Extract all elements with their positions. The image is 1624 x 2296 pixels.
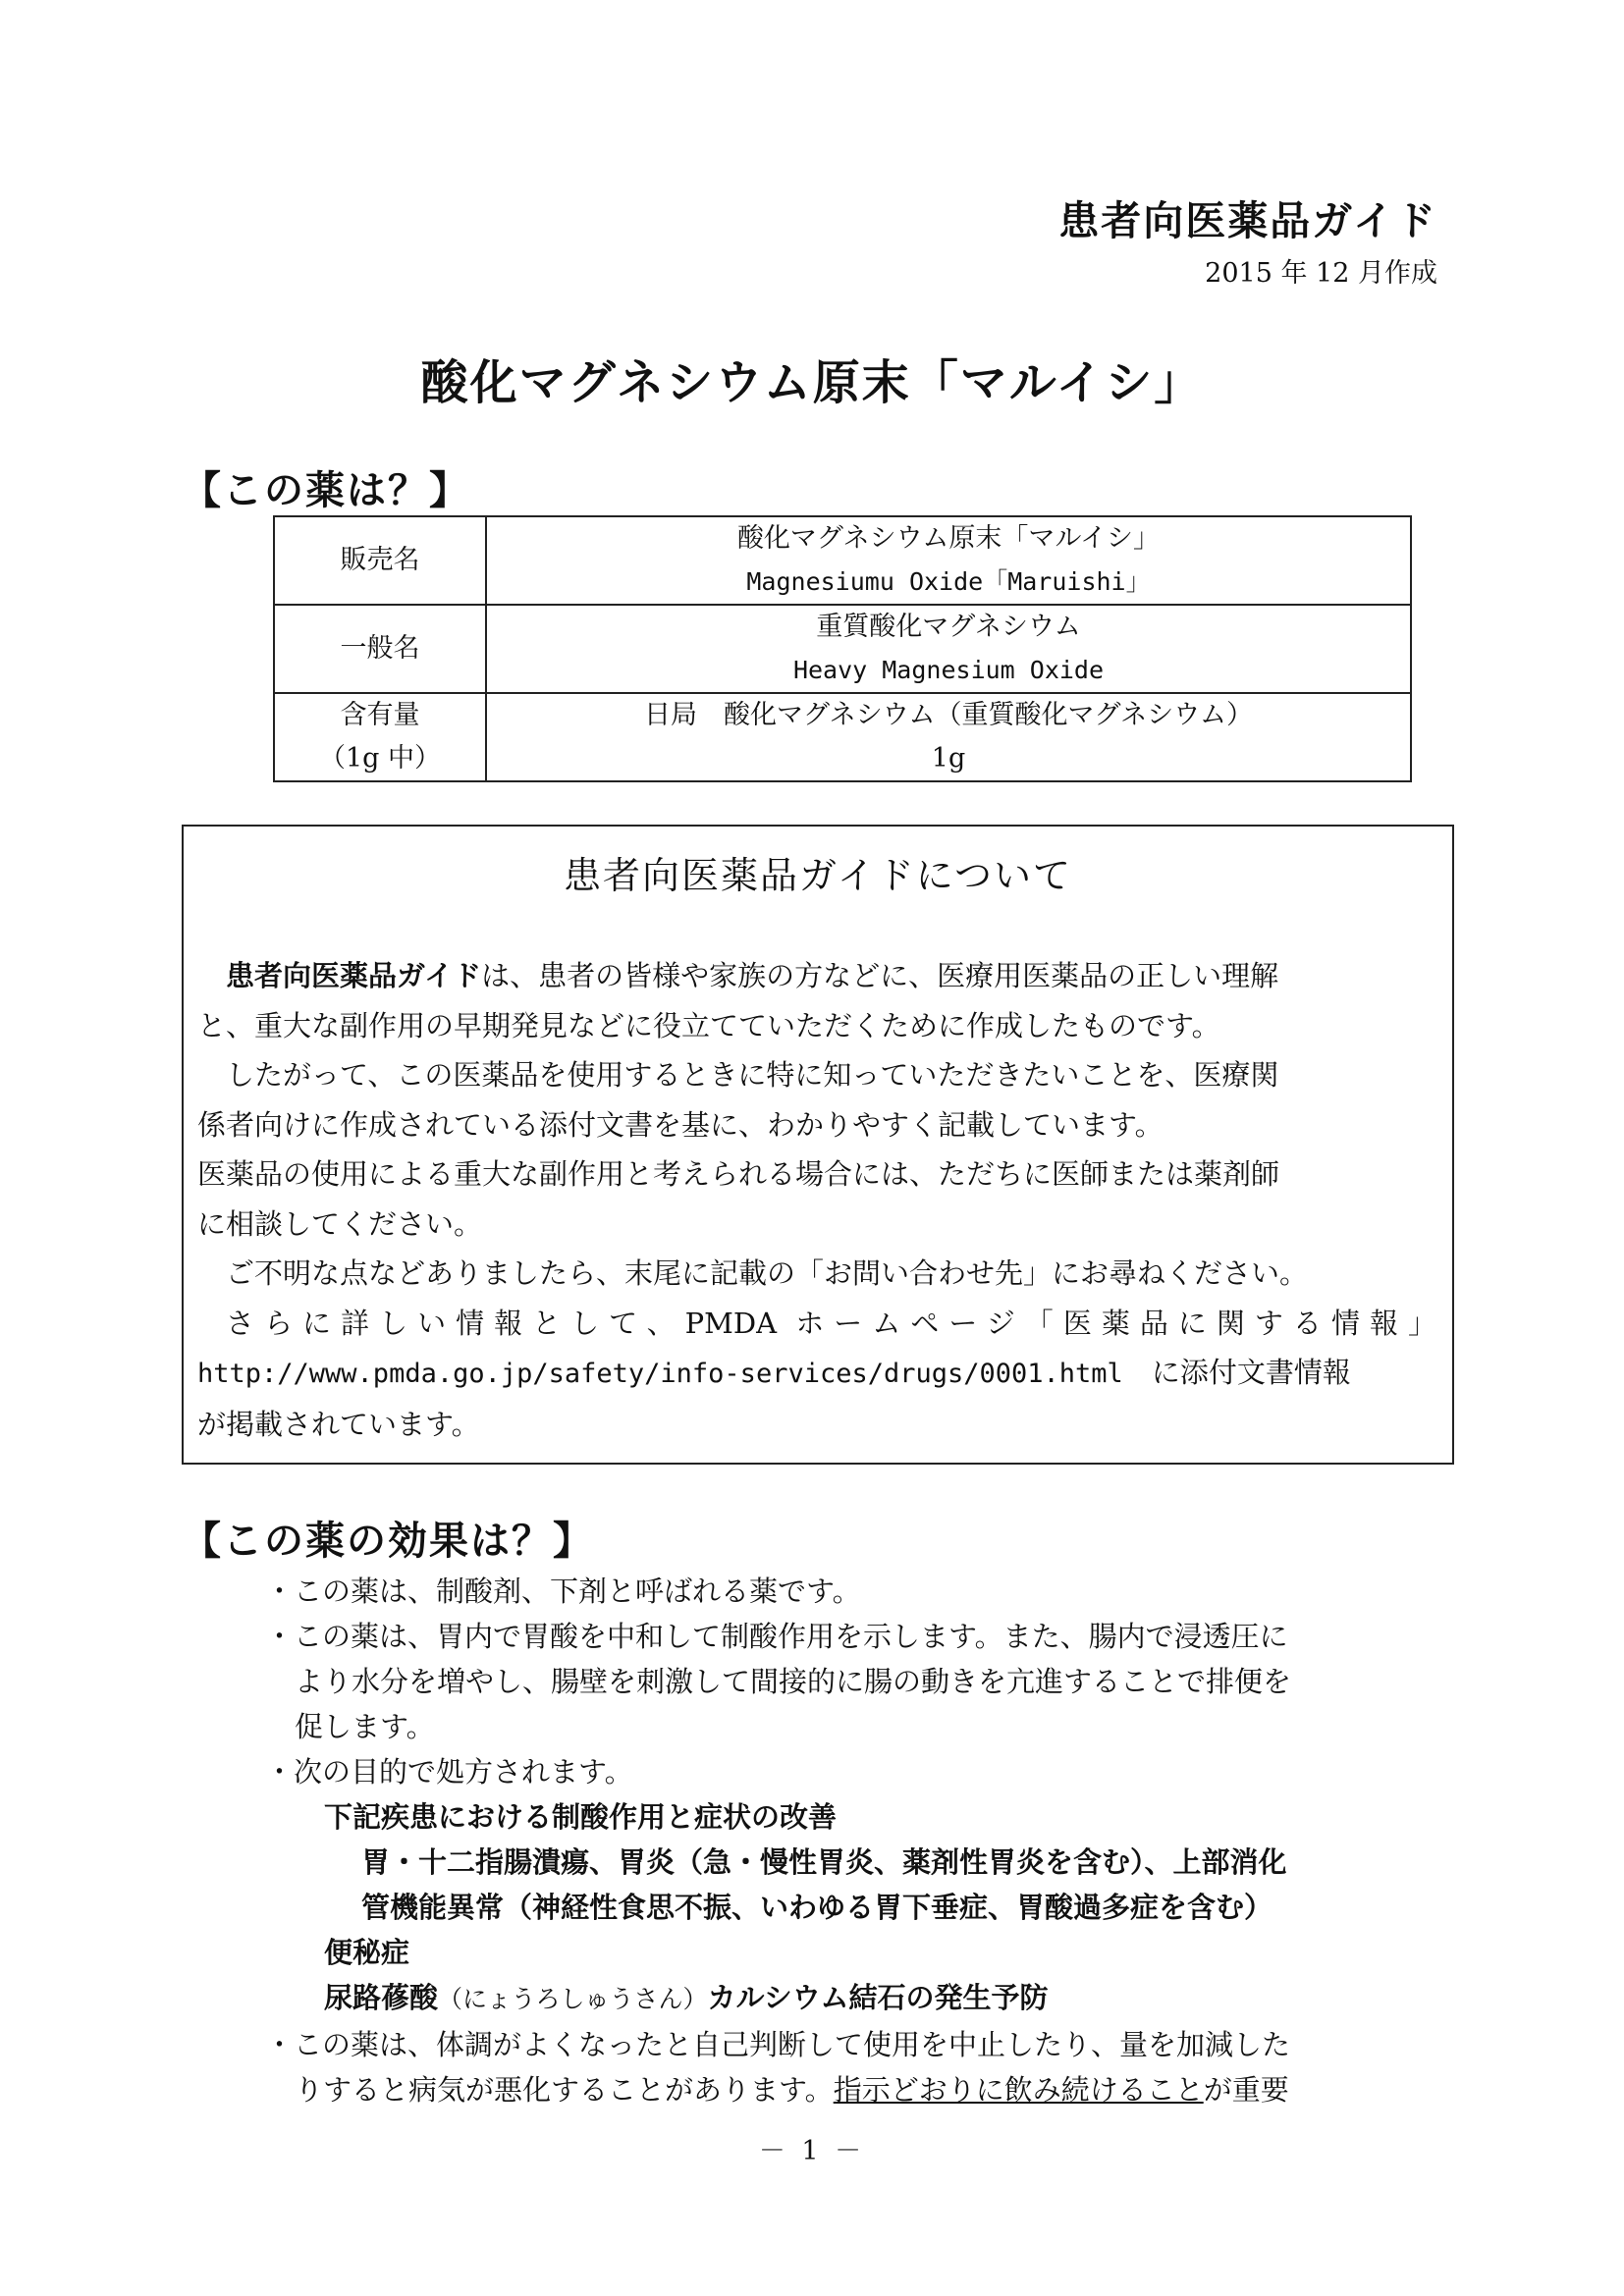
about-paragraph-line [197,1348,1436,1400]
label-text: 一般名 [340,633,420,664]
value-line: 重質酸化マグネシウム [816,612,1081,642]
table-row [274,516,1411,605]
table-row [274,605,1411,693]
list-item [265,2022,1439,2112]
row-value [486,693,1411,781]
value-line: 酸化マグネシウム原末「マルイシ」 [736,523,1161,554]
about-paragraph-line: が掲載されています。 [197,1407,480,1441]
emphasis-text: 指示どおりに飲み続けること [833,2073,1204,2107]
text-span: カルシウム結石の発生予防 [707,1981,1049,2014]
about-guide-box [182,825,1454,1465]
about-paragraph: さらに詳しい情報として、PMDA ホームページ「医薬品に関する情報」 [226,1306,1436,1340]
about-paragraph: 医薬品の使用による重大な副作用と考えられる場合には、ただちに医師または薬剤師 [197,1157,1280,1191]
indication-detail [265,1840,1439,1930]
row-label [274,516,486,605]
row-label [274,605,486,693]
effects-list [265,1569,1439,2112]
value-line: Heavy Magnesium Oxide [792,656,1105,684]
value-line: Magnesiumu Oxide「Maruishi」 [746,567,1151,596]
drug-info-table [273,515,1412,782]
document-header [1058,191,1437,295]
about-box-body [197,951,1436,1449]
about-paragraph [197,951,1436,1001]
text-span: 尿路蓚酸 [324,1981,439,2014]
page-number: － 1 － [758,2136,866,2166]
label-text: 販売名 [340,545,420,575]
about-paragraph-line: 係者向けに作成されている添付文書を基に、わかりやすく記載しています。 [197,1107,1164,1142]
text-line: 促します。 [295,1710,435,1743]
about-paragraph: ご不明な点などありましたら、末尾に記載の「お問い合わせ先」にお尋ねください。 [226,1256,1309,1290]
list-item: ・次の目的で処方されます。 [265,1755,633,1789]
about-paragraph-line: に相談してください。 [197,1206,483,1241]
guide-label: 患者向医薬品ガイド [1058,197,1437,244]
section-heading-what: 【この薬は？】 [182,468,470,513]
about-paragraph: したがって、この医薬品を使用するときに特に知っていただきたいことを、医療関 [226,1058,1279,1092]
product-title: 酸化マグネシウム原末「マルイシ」 [420,355,1204,410]
bold-term: 患者向医薬品ガイド [226,959,482,992]
about-paragraph-line: と、重大な副作用の早期発見などに役立てていただくために作成したものです。 [197,1008,1220,1042]
indication-heading: 下記疾患における制酸作用と症状の改善 [324,1800,838,1834]
text-line: 管機能異常（神経性食思不振、いわゆる胃下垂症、胃酸過多症を含む） [361,1891,1273,1924]
created-date: 2015 年 12 月作成 [1205,258,1437,289]
text-line: ・この薬は、体調がよくなったと自己判断して使用を中止したり、量を加減した [265,2028,1291,2061]
text-span: が重要 [1203,2073,1289,2107]
text-line: より水分を増やし、腸壁を刺激して間接的に腸の動きを亢進することで排便を [295,1665,1292,1698]
indication-heading: 便秘症 [324,1936,410,1969]
value-line: 1g [931,743,966,774]
row-value [486,516,1411,605]
list-item: ・この薬は、制酸剤、下剤と呼ばれる薬です。 [265,1575,861,1608]
row-value [486,605,1411,693]
indication-heading [265,1975,1439,2022]
reading-note: （にょうろしゅうさん） [438,1985,708,2013]
value-line: 日局 酸化マグネシウム（重質酸化マグネシウム） [644,700,1253,730]
text-span: は、患者の皆様や家族の方などに、医療用医薬品の正しい理解 [481,959,1279,992]
text-span: に添付文書情報 [1122,1356,1351,1389]
section-heading-effects: 【この薬の効果は？】 [182,1519,594,1564]
pmda-url: http://www.pmda.go.jp/safety/info-services/drugs/0001.html [197,1359,1123,1389]
list-item [265,1614,1439,1749]
label-subtext: （1g 中） [318,743,442,774]
about-box-title: 患者向医薬品ガイドについて [563,854,1073,897]
label-text: 含有量 [340,700,420,730]
text-line: 胃・十二指腸潰瘍、胃炎（急・慢性胃炎、薬剤性胃炎を含む）、上部消化 [361,1845,1287,1879]
text-span: りすると病気が悪化することがあります。 [295,2073,834,2107]
text-line: ・この薬は、胃内で胃酸を中和して制酸作用を示します。また、腸内で浸透圧に [265,1620,1288,1653]
row-label [274,693,486,781]
table-row [274,693,1411,781]
